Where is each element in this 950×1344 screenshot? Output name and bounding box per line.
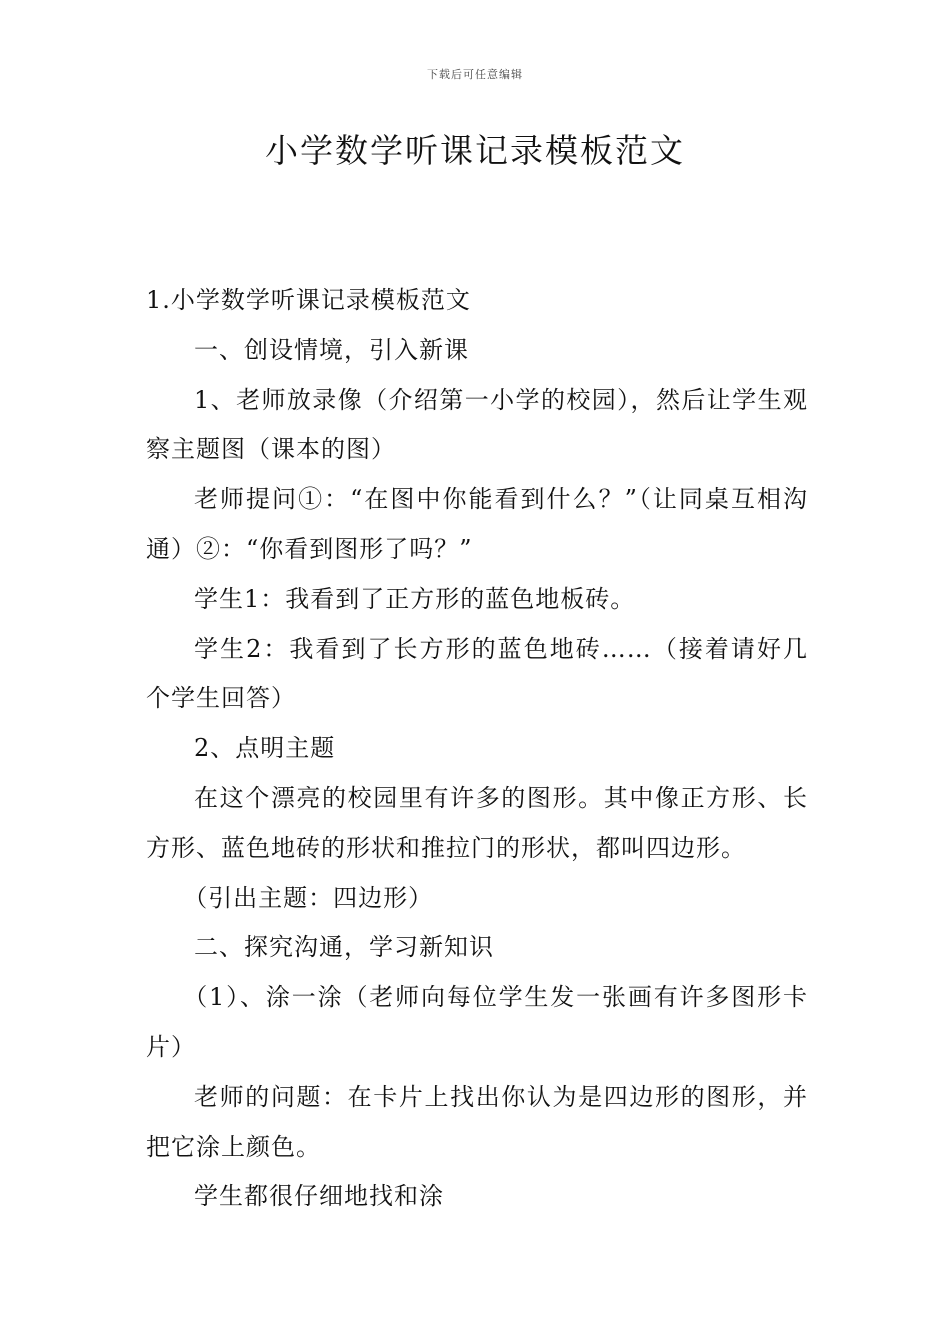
header-note: 下载后可任意编辑 bbox=[427, 68, 523, 81]
paragraph: 学生2：我看到了长方形的蓝色地砖……（接着请好几个学生回答） bbox=[146, 634, 808, 713]
paragraph: 老师提问①：“在图中你能看到什么？”（让同桌互相沟通）②：“你看到图形了吗？” bbox=[146, 485, 808, 563]
paragraph: 1、老师放录像（介绍第一小学的校园），然后让学生观察主题图（课本的图） bbox=[146, 385, 808, 464]
paragraph: 学生1：我看到了正方形的蓝色地板砖。 bbox=[194, 584, 636, 613]
document-body bbox=[146, 276, 808, 1222]
paragraph: 2、点明主题 bbox=[194, 734, 336, 763]
paragraph: 一、创设情境，引入新课 bbox=[194, 335, 469, 364]
paragraph: 学生都很仔细地找和涂 bbox=[194, 1182, 444, 1211]
document-title: 小学数学听课记录模板范文 bbox=[265, 131, 685, 170]
section-heading: 1.小学数学听课记录模板范文 bbox=[146, 286, 471, 314]
paragraph: 二、探究沟通，学习新知识 bbox=[194, 933, 494, 962]
paragraph: 在这个漂亮的校园里有许多的图形。其中像正方形、长方形、蓝色地砖的形状和推拉门的形状，都叫四边形。 bbox=[146, 783, 808, 862]
paragraph: （1）、涂一涂（老师向每位学生发一张画有许多图形卡片） bbox=[146, 983, 808, 1061]
paragraph: （引出主题：四边形） bbox=[183, 883, 434, 912]
paragraph: 老师的问题：在卡片上找出你认为是四边形的图形，并把它涂上颜色。 bbox=[146, 1082, 808, 1161]
